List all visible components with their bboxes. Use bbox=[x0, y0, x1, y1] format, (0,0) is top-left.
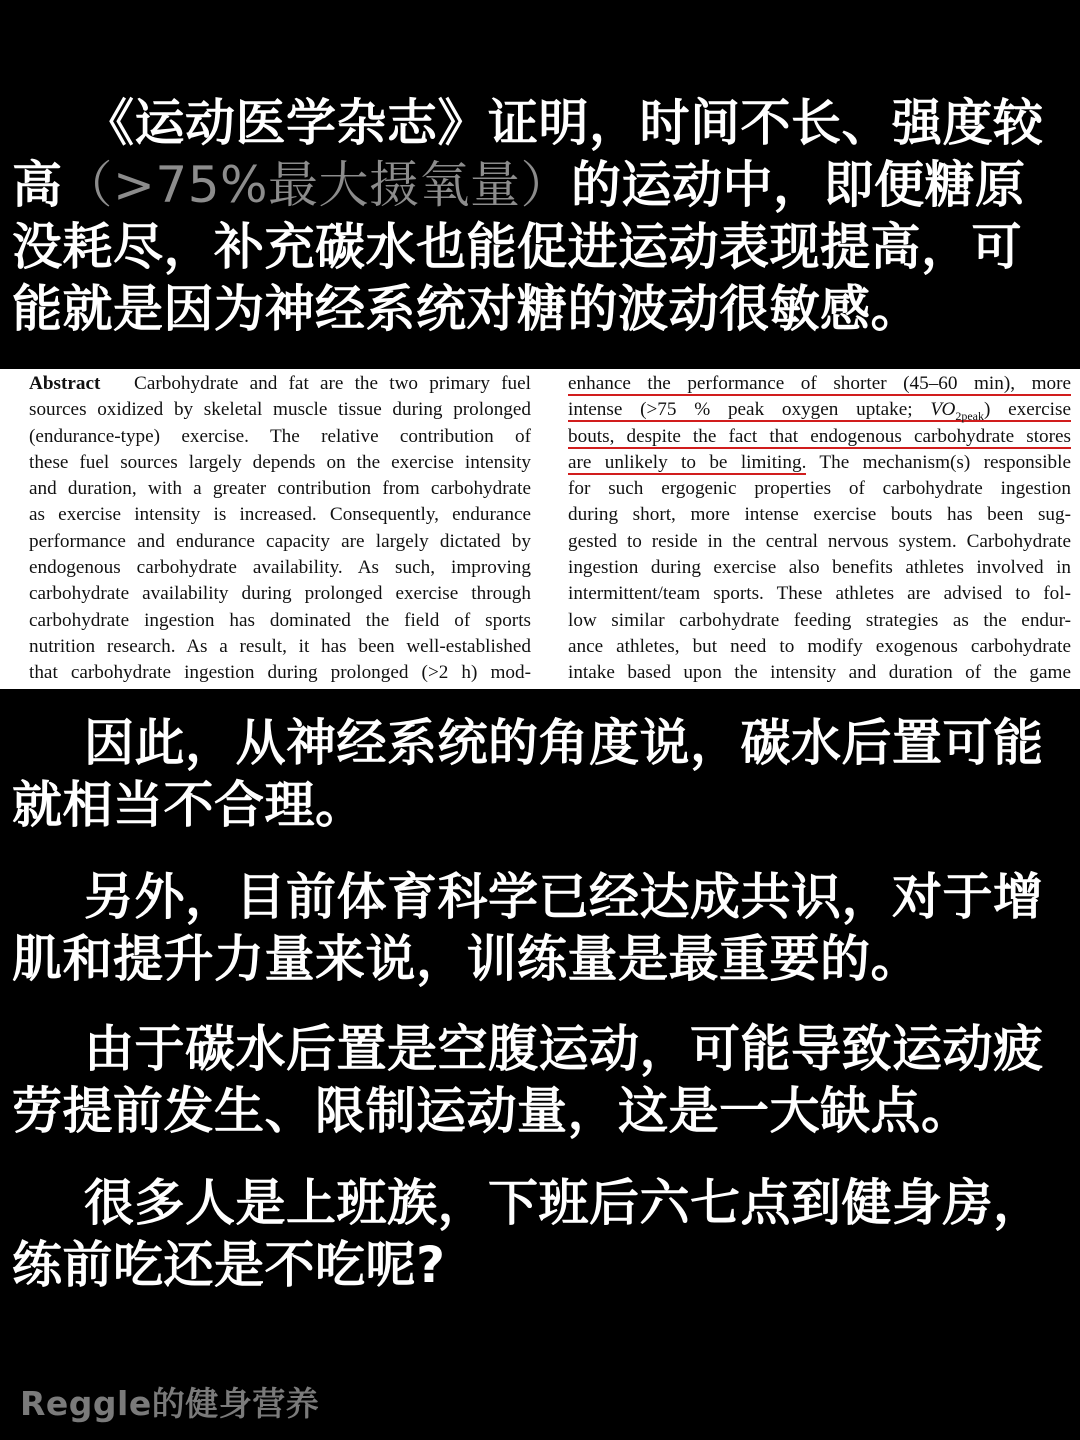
paragraph-training-volume: 另外，目前体育科学已经达成共识，对于增肌和提升力量来说，训练量是最重要的。 bbox=[12, 868, 1044, 988]
abstract-line: that carbohydrate ingestion during prolonged (>2 h) mod- bbox=[29, 662, 531, 684]
abstract-line: ance athletes, but need to modify exogenous carbohydrate bbox=[568, 635, 1071, 657]
highlighted-text: are unlikely to be limiting. bbox=[568, 451, 807, 473]
abstract-line: these fuel sources largely depends on the exercise intensity bbox=[29, 451, 531, 473]
abstract-line: sources oxidized by skeletal muscle tissue during prolonged bbox=[29, 399, 531, 421]
highlighted-text: intense (>75 % peak oxygen uptake; $VO_{2peak}$) exercise bbox=[568, 399, 1071, 424]
abstract-line: carbohydrate ingestion has dominated the field of sports bbox=[29, 609, 531, 631]
abstract-line: during short, more intense exercise bouts has been sug- bbox=[568, 504, 1071, 526]
highlighted-text: enhance the performance of shorter (45–60 min), more bbox=[568, 373, 1071, 394]
abstract-line: endogenous carbohydrate availability. As such, improving bbox=[29, 557, 531, 579]
abstract-line: performance and endurance capacity are largely dictated by bbox=[29, 530, 531, 552]
abstract-line bbox=[568, 424, 1071, 450]
abstract-line: for such ergogenic properties of carbohydrate ingestion bbox=[568, 478, 1071, 500]
paragraph-fasted-drawback: 由于碳水后置是空腹运动，可能导致运动疲劳提前发生、限制运动量，这是一大缺点。 bbox=[12, 1020, 1044, 1140]
paragraph-text: 《运动医学杂志》证明，时间不长、强度较高 bbox=[12, 94, 1044, 214]
abstract-line: low similar carbohydrate feeding strategies as the endur- bbox=[568, 609, 1071, 631]
paragraph-journal-claim bbox=[12, 92, 1052, 340]
abstract-line: and duration, with a greater contribution from carbohydrate bbox=[29, 478, 531, 500]
paragraph-text: 的运动中，即便糖原没耗尽，补充碳水也能促进运动表现提高，可能就是因为神经系统对糖的波动很敏感。 bbox=[12, 156, 1026, 338]
abstract-label: Abstract bbox=[29, 373, 101, 394]
abstract-line: (endurance-type) exercise. The relative contribution of bbox=[29, 425, 531, 447]
abstract-line: nutrition research. As a result, it has been well-established bbox=[29, 635, 531, 657]
abstract-line: gested to reside in the central nervous system. Carbohydrate bbox=[568, 530, 1071, 552]
paper-abstract-excerpt bbox=[0, 369, 1080, 689]
abstract-left-column bbox=[29, 371, 531, 687]
author-watermark: Reggle的健身营养 bbox=[20, 1384, 320, 1423]
abstract-line: as exercise intensity is increased. Consequently, endurance bbox=[29, 504, 531, 526]
abstract-line: carbohydrate availability during prolonged exercise through bbox=[29, 583, 531, 605]
abstract-line: intermittent/team sports. These athletes are advised to fol- bbox=[568, 583, 1071, 605]
abstract-line: Abstract Carbohydrate and fat are the two primary fuel bbox=[29, 373, 531, 394]
highlighted-text: bouts, despite the fact that endogenous carbohydrate stores bbox=[568, 425, 1071, 447]
abstract-line bbox=[568, 397, 1071, 423]
abstract-right-column bbox=[568, 371, 1071, 687]
abstract-line: are unlikely to be limiting. The mechanism(s) responsible bbox=[568, 451, 1071, 473]
abstract-line: intake based upon the intensity and duration of the game bbox=[568, 662, 1071, 684]
abstract-line bbox=[568, 371, 1071, 397]
intensity-note: （>75%最大摄氧量） bbox=[62, 156, 572, 214]
paragraph-carb-timing: 因此，从神经系统的角度说，碳水后置可能就相当不合理。 bbox=[12, 714, 1044, 834]
paragraph-office-workers-question: 很多人是上班族，下班后六七点到健身房，练前吃还是不吃呢? bbox=[12, 1174, 1044, 1294]
abstract-line: ingestion during exercise also benefits athletes involved in bbox=[568, 557, 1071, 579]
